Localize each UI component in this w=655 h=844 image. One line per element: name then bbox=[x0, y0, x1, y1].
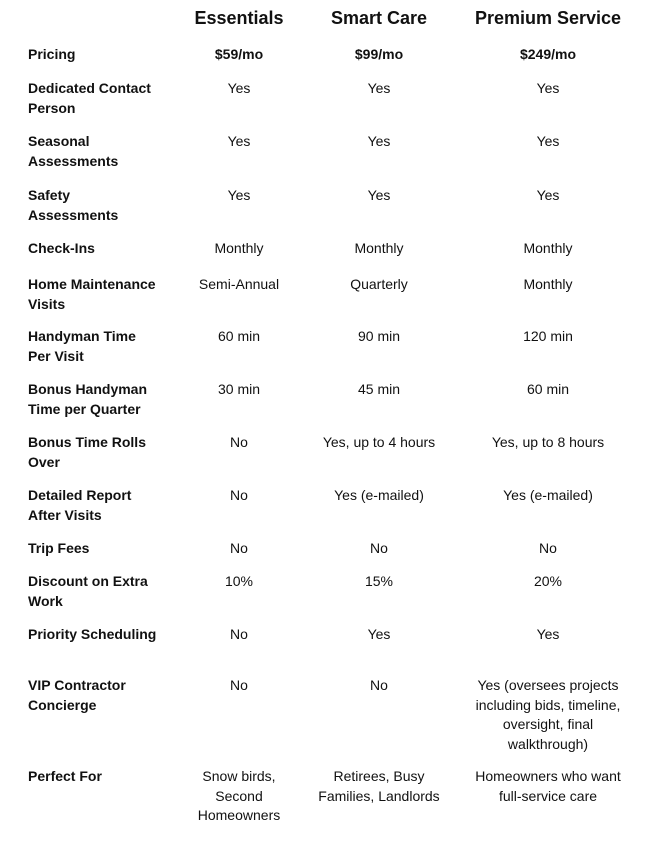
cell-vip-premium: Yes (oversees projects including bids, timeline, oversight, final walkthrough) bbox=[475, 677, 621, 752]
row-label-home-maintenance-visits: Home Maintenance Visits bbox=[28, 276, 156, 312]
row-label-perfect-for: Perfect For bbox=[28, 768, 102, 784]
column-header-smart-care: Smart Care bbox=[330, 8, 428, 28]
cell-handyman-smart-care: 90 min bbox=[357, 328, 401, 344]
cell-priority-smart-care: Yes bbox=[367, 626, 391, 642]
cell-bonus-smart-care: 45 min bbox=[357, 381, 401, 397]
cell-seasonal-premium: Yes bbox=[536, 133, 560, 149]
row-label-safety-assessments: Safety Assessments bbox=[28, 187, 119, 223]
cell-pricing-smart-care: $99/mo bbox=[354, 46, 404, 62]
row-label-vip-concierge: VIP Contractor Concierge bbox=[28, 677, 126, 713]
row-label-pricing: Pricing bbox=[28, 46, 76, 62]
cell-discount-premium: 20% bbox=[533, 573, 563, 589]
cell-report-premium: Yes (e-mailed) bbox=[503, 487, 593, 503]
cell-discount-essentials: 10% bbox=[224, 573, 254, 589]
cell-maintenance-essentials: Semi-Annual bbox=[198, 276, 280, 292]
cell-dedicated-contact-premium: Yes bbox=[536, 80, 560, 96]
cell-report-essentials: No bbox=[230, 487, 248, 503]
cell-bonus-essentials: 30 min bbox=[217, 381, 261, 397]
cell-dedicated-contact-essentials: Yes bbox=[227, 80, 251, 96]
cell-dedicated-contact-smart-care: Yes bbox=[367, 80, 391, 96]
cell-trip-fees-essentials: No bbox=[230, 540, 248, 556]
cell-perfect-for-essentials: Snow birds, Second Homeowners bbox=[197, 768, 281, 823]
cell-discount-smart-care: 15% bbox=[364, 573, 394, 589]
row-label-discount-extra-work: Discount on Extra Work bbox=[28, 573, 148, 609]
cell-check-ins-premium: Monthly bbox=[523, 240, 573, 256]
row-label-seasonal-assessments: Seasonal Assessments bbox=[28, 133, 119, 169]
row-label-bonus-rolls-over: Bonus Time Rolls Over bbox=[28, 434, 146, 470]
row-label-detailed-report: Detailed Report After Visits bbox=[28, 487, 132, 523]
cell-trip-fees-smart-care: No bbox=[370, 540, 388, 556]
cell-seasonal-essentials: Yes bbox=[227, 133, 251, 149]
cell-perfect-for-premium: Homeowners who want full-service care bbox=[475, 768, 621, 804]
row-label-dedicated-contact: Dedicated Contact Person bbox=[28, 80, 151, 116]
cell-handyman-essentials: 60 min bbox=[217, 328, 261, 344]
cell-maintenance-premium: Monthly bbox=[523, 276, 573, 292]
row-label-priority-scheduling: Priority Scheduling bbox=[28, 626, 157, 642]
row-label-handyman-time: Handyman Time Per Visit bbox=[28, 328, 136, 364]
cell-pricing-essentials: $59/mo bbox=[214, 46, 264, 62]
cell-check-ins-essentials: Monthly bbox=[214, 240, 264, 256]
cell-perfect-for-smart-care: Retirees, Busy Families, Landlords bbox=[318, 768, 440, 804]
row-label-bonus-handyman-time: Bonus Handyman Time per Quarter bbox=[28, 381, 148, 417]
cell-safety-premium: Yes bbox=[536, 187, 560, 203]
column-header-premium-service: Premium Service bbox=[474, 8, 622, 28]
cell-rollover-smart-care: Yes, up to 4 hours bbox=[322, 434, 436, 450]
cell-trip-fees-premium: No bbox=[539, 540, 557, 556]
cell-priority-premium: Yes bbox=[536, 626, 560, 642]
cell-vip-smart-care: No bbox=[370, 677, 388, 693]
cell-rollover-essentials: No bbox=[230, 434, 248, 450]
cell-handyman-premium: 120 min bbox=[523, 328, 573, 344]
cell-rollover-premium: Yes, up to 8 hours bbox=[491, 434, 605, 450]
column-header-essentials: Essentials bbox=[194, 8, 284, 28]
cell-maintenance-smart-care: Quarterly bbox=[350, 276, 408, 292]
cell-bonus-premium: 60 min bbox=[526, 381, 570, 397]
cell-safety-essentials: Yes bbox=[227, 187, 251, 203]
cell-priority-essentials: No bbox=[230, 626, 248, 642]
cell-seasonal-smart-care: Yes bbox=[367, 133, 391, 149]
row-label-check-ins: Check-Ins bbox=[28, 240, 95, 256]
cell-safety-smart-care: Yes bbox=[367, 187, 391, 203]
cell-vip-essentials: No bbox=[230, 677, 248, 693]
cell-check-ins-smart-care: Monthly bbox=[354, 240, 404, 256]
cell-pricing-premium: $249/mo bbox=[519, 46, 577, 62]
cell-report-smart-care: Yes (e-mailed) bbox=[334, 487, 424, 503]
row-label-trip-fees: Trip Fees bbox=[28, 540, 90, 556]
